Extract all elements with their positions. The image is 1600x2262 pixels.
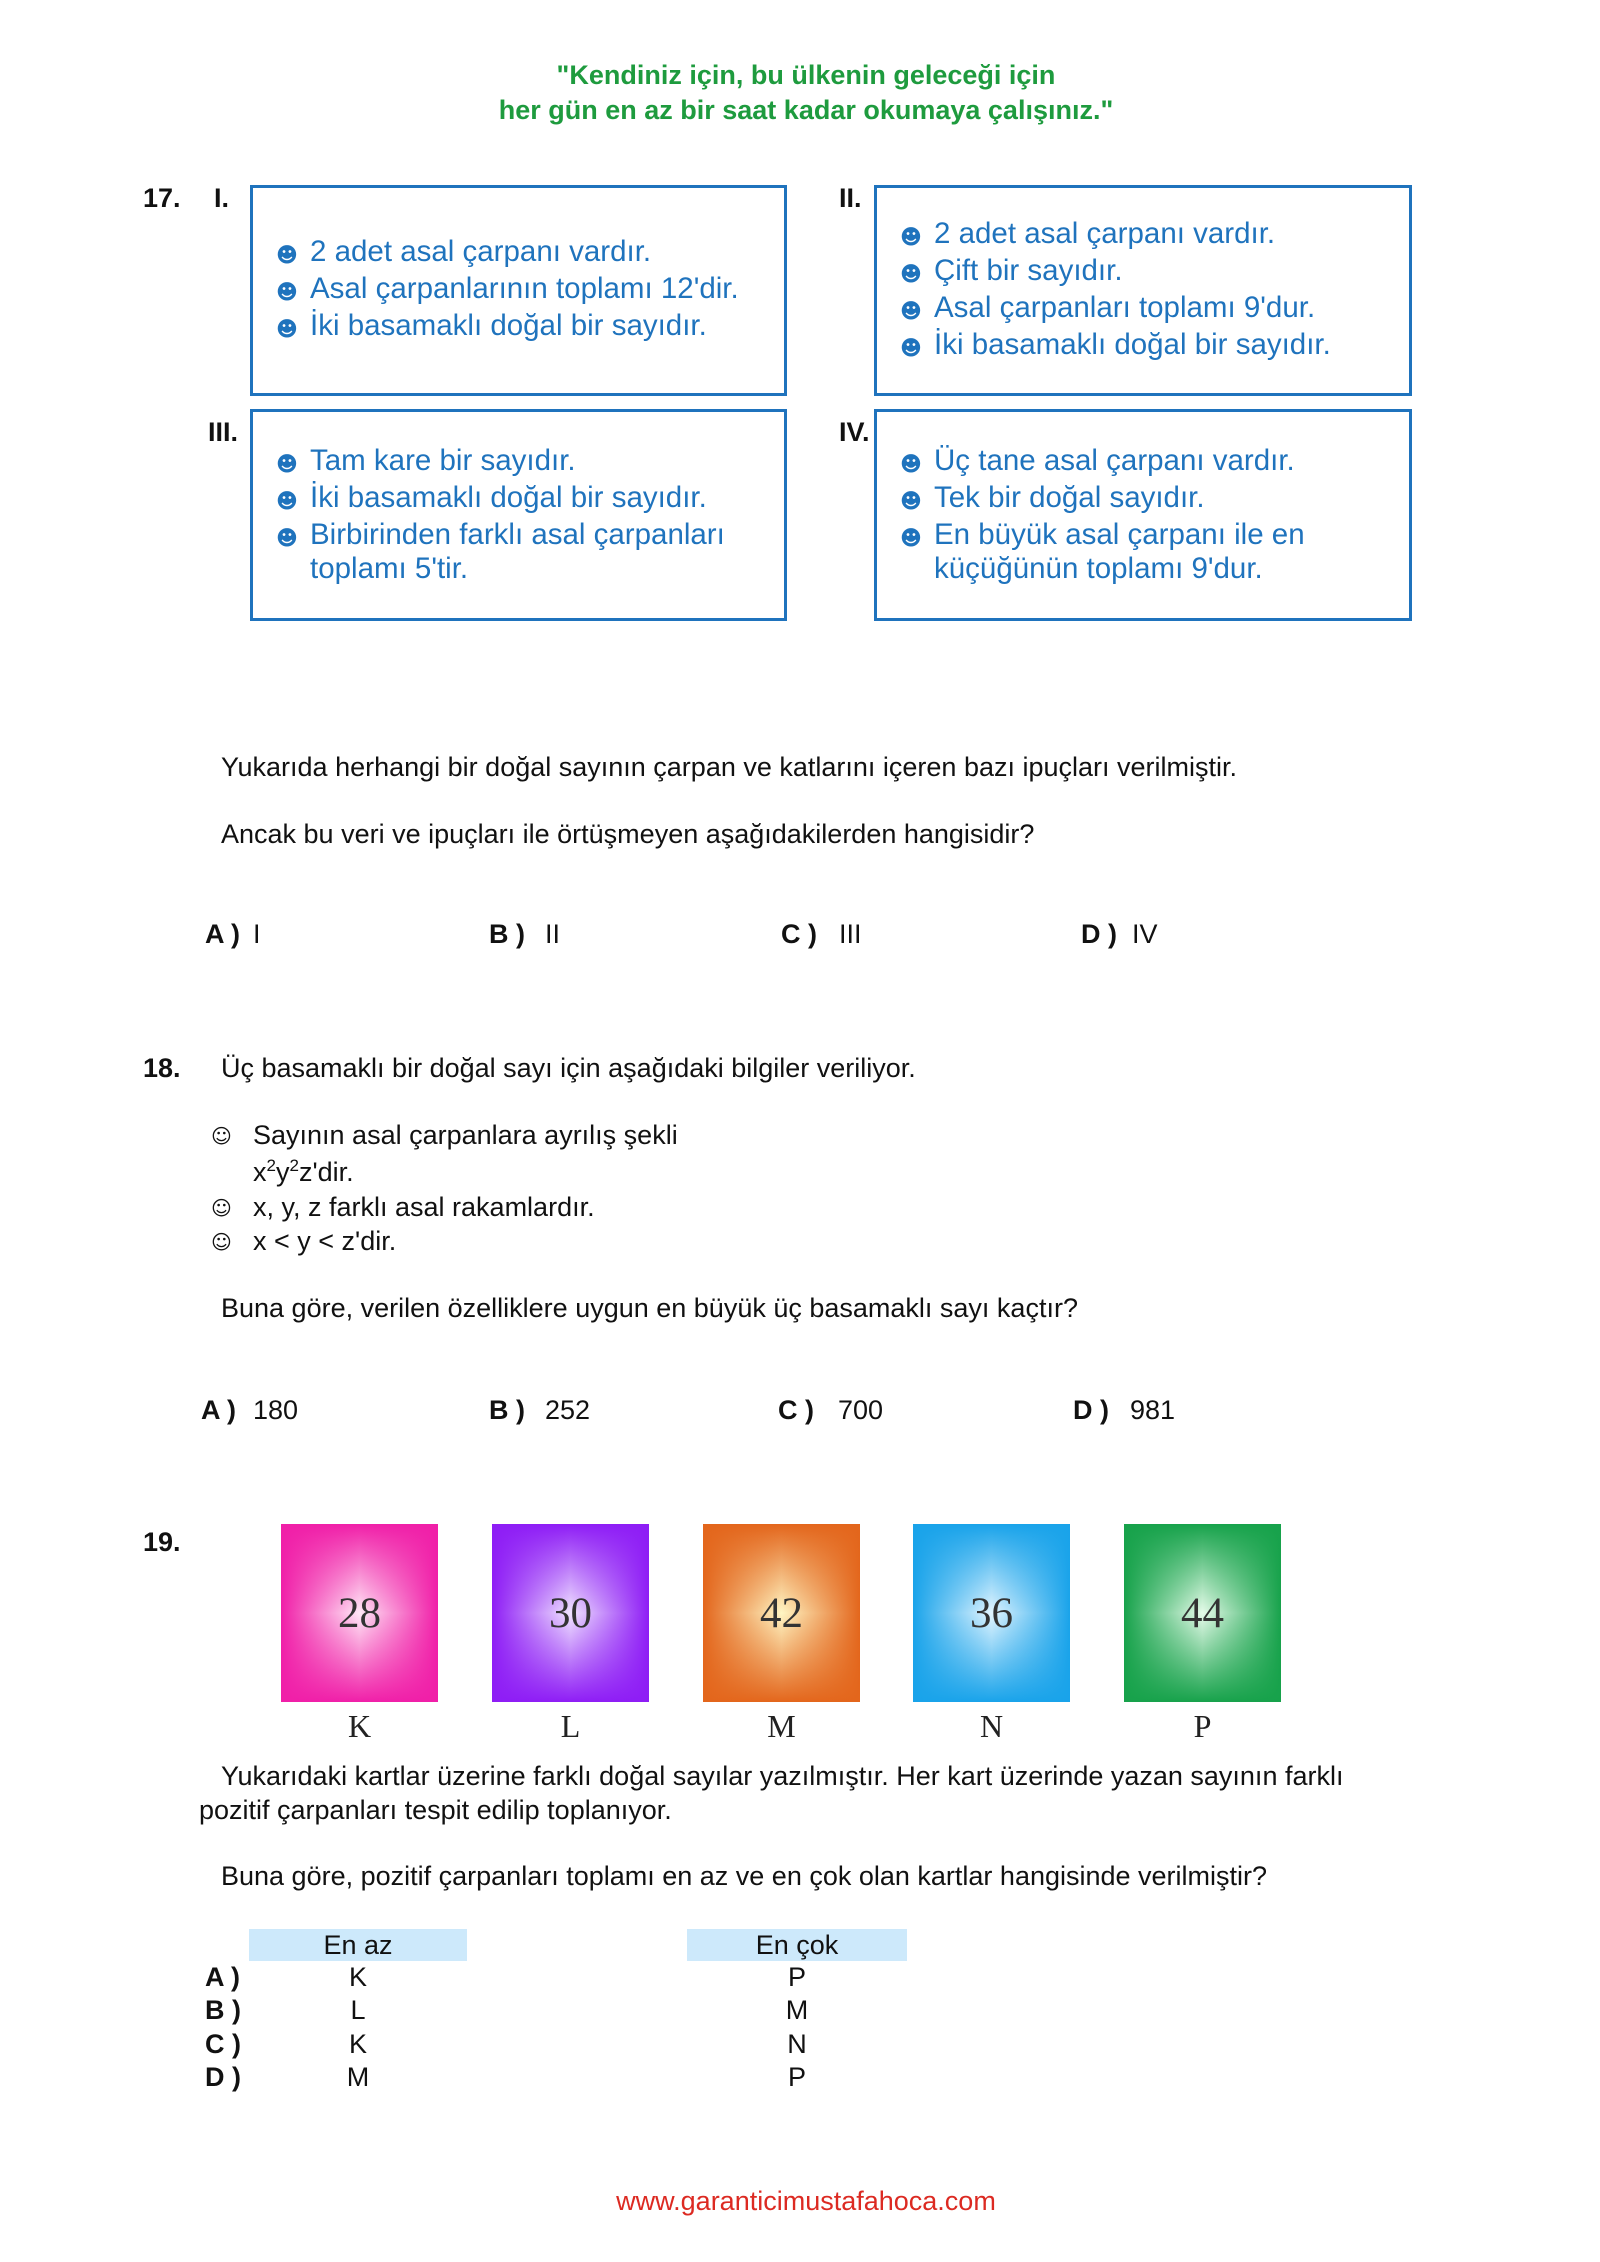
number-card-k <box>281 1524 438 1702</box>
card-label: P <box>1193 1708 1212 1744</box>
option-letter: D ) <box>205 2062 241 2092</box>
number-card-m <box>703 1524 860 1702</box>
table-header-min: En az <box>249 1929 467 1961</box>
option-a <box>205 917 261 951</box>
formula-base: x <box>253 1157 267 1187</box>
clue-label-ii: II. <box>839 183 862 213</box>
smiley-filled-icon <box>276 272 310 309</box>
option-b <box>489 1393 591 1427</box>
question-context: Yukarıdaki kartlar üzerine farklı doğal sayılar yazılmıştır. Her kart üzerinde yazan sayının farklı pozitif çarpanları tespit edilip toplanıyor. <box>199 1761 1344 1825</box>
question-number: 17. <box>143 183 181 213</box>
smiley-filled-icon <box>276 444 310 481</box>
table-row <box>205 1993 907 2027</box>
smiley-filled-icon <box>900 518 934 555</box>
smiley-filled-icon <box>900 254 934 291</box>
clue-item <box>900 254 1399 291</box>
option-value: 252 <box>545 1395 591 1425</box>
question-prompt: Buna göre, pozitif çarpanları toplamı en az ve en çok olan kartlar hangisinde verilmiştir? <box>221 1861 1268 1891</box>
formula-exponent: 2 <box>289 1156 299 1175</box>
formula-base: y <box>275 1157 290 1187</box>
clue-item <box>900 518 1399 586</box>
clue-item <box>900 444 1399 481</box>
clue-item <box>276 518 775 586</box>
clue-text: Tam kare bir sayıdır. <box>310 444 576 477</box>
option-letter: C ) <box>205 2029 241 2059</box>
clue-item <box>276 309 775 346</box>
question-prompt: Buna göre, verilen özelliklere uygun en büyük üç basamaklı sayı kaçtır? <box>221 1293 1078 1323</box>
number-card-p <box>1124 1524 1281 1702</box>
option-letter: A ) <box>205 919 240 949</box>
footer-website: www.garanticimustafahoca.com <box>616 2186 996 2216</box>
option-value: 180 <box>253 1395 299 1425</box>
card-label: L <box>560 1708 581 1744</box>
motto-line-1: "Kendiniz için, bu ülkenin geleceği için <box>556 60 1056 90</box>
number-card-l <box>492 1524 649 1702</box>
cell-max: N <box>787 2029 807 2059</box>
option-c <box>778 1393 884 1427</box>
smiley-icon <box>211 1190 231 1226</box>
number-card-n <box>913 1524 1070 1702</box>
motto-line-2: her gün en az bir saat kadar okumaya çalışınız." <box>498 95 1114 125</box>
clue-list <box>877 444 1399 586</box>
fact-text: x, y, z farklı asal rakamlardır. <box>253 1192 595 1222</box>
card-label: M <box>767 1708 796 1744</box>
card-number: 30 <box>549 1589 592 1637</box>
card-number: 36 <box>970 1589 1013 1637</box>
clue-text: En büyük asal çarpanı ile en küçüğünün toplamı 9'dur. <box>934 518 1305 585</box>
option-letter: B ) <box>205 1995 241 2025</box>
clue-list <box>253 235 775 346</box>
option-d <box>1073 1393 1176 1427</box>
clue-text: 2 adet asal çarpanı vardır. <box>934 216 1276 250</box>
option-value: III <box>839 919 862 949</box>
clue-list <box>253 444 775 586</box>
smiley-filled-icon <box>900 444 934 481</box>
option-letter: B ) <box>489 1395 525 1425</box>
fact-text: Sayının asal çarpanlara ayrılış şekli <box>253 1120 678 1150</box>
question-number: 19. <box>143 1527 181 1557</box>
clue-list <box>877 217 1399 365</box>
clue-box-iii <box>250 409 787 621</box>
card-number: 44 <box>1181 1589 1224 1637</box>
cell-max: M <box>785 1995 809 2025</box>
smiley-filled-icon <box>900 217 934 254</box>
option-value: 981 <box>1130 1395 1176 1425</box>
clue-item <box>276 444 775 481</box>
card-number: 42 <box>760 1589 803 1637</box>
clue-text: Tek bir doğal sayıdır. <box>934 481 1205 514</box>
smiley-filled-icon <box>276 481 310 518</box>
clue-box-i <box>250 185 787 396</box>
cell-min: K <box>348 2029 367 2059</box>
clue-label-iv: IV. <box>839 417 870 447</box>
option-letter: C ) <box>781 919 817 949</box>
smiley-filled-icon <box>276 235 310 272</box>
cell-min: K <box>348 1962 367 1992</box>
clue-label-i: I. <box>214 183 230 213</box>
smiley-icon <box>211 1118 231 1154</box>
clue-text: Çift bir sayıdır. <box>934 253 1123 287</box>
option-value: 700 <box>838 1395 884 1425</box>
table-row <box>205 2060 907 2094</box>
cell-min: M <box>346 2062 370 2092</box>
question-stem: Üç basamaklı bir doğal sayı için aşağıdaki bilgiler veriliyor. <box>221 1053 916 1083</box>
clue-item <box>276 235 775 272</box>
clue-item <box>900 481 1399 518</box>
clue-text: 2 adet asal çarpanı vardır. <box>310 235 652 268</box>
question-context: Yukarıda herhangi bir doğal sayının çarpan ve katlarını içeren bazı ipuçları verilmiştir. <box>221 752 1238 782</box>
option-a <box>201 1393 299 1427</box>
option-value: IV <box>1132 919 1158 949</box>
cell-max: P <box>787 1962 806 1992</box>
table-row <box>205 1960 907 1994</box>
question-number: 18. <box>143 1053 181 1083</box>
card-number: 28 <box>338 1589 381 1637</box>
clue-text: Üç tane asal çarpanı vardır. <box>934 444 1295 477</box>
clue-text: Birbirinden farklı asal çarpanları toplamı 5'tir. <box>310 518 725 585</box>
clue-item <box>276 481 775 518</box>
smiley-filled-icon <box>276 518 310 555</box>
table-header-max: En çok <box>687 1929 907 1961</box>
factorization-formula <box>253 1155 354 1189</box>
clue-item <box>900 328 1399 365</box>
card-label: K <box>347 1708 372 1744</box>
clue-text: Asal çarpanlarının toplamı 12'dir. <box>310 272 739 305</box>
option-letter: D ) <box>1073 1395 1109 1425</box>
cell-min: L <box>350 1995 366 2025</box>
smiley-filled-icon <box>276 309 310 346</box>
clue-item <box>900 217 1399 254</box>
clue-text: Asal çarpanları toplamı 9'dur. <box>934 290 1316 324</box>
option-letter: B ) <box>489 919 525 949</box>
clue-item <box>276 272 775 309</box>
option-value: II <box>545 919 561 949</box>
fact-text: x < y < z'dir. <box>253 1226 397 1256</box>
card-label: N <box>979 1708 1004 1744</box>
smiley-filled-icon <box>900 291 934 328</box>
option-b <box>489 917 561 951</box>
option-letter: D ) <box>1081 919 1117 949</box>
table-row <box>205 2027 907 2061</box>
smiley-icon <box>211 1224 231 1260</box>
clue-item <box>900 291 1399 328</box>
clue-box-iv <box>874 409 1412 621</box>
option-c <box>781 917 862 951</box>
clue-label-iii: III. <box>208 417 239 447</box>
question-prompt: Ancak bu veri ve ipuçları ile örtüşmeyen aşağıdakilerden hangisidir? <box>221 819 1035 849</box>
cell-max: P <box>787 2062 806 2092</box>
clue-box-ii <box>874 185 1412 396</box>
smiley-filled-icon <box>900 481 934 518</box>
option-letter: C ) <box>778 1395 814 1425</box>
clue-text: İki basamaklı doğal bir sayıdır. <box>310 481 707 514</box>
option-d <box>1081 917 1158 951</box>
formula-exponent: 2 <box>266 1156 276 1175</box>
clue-text: İki basamaklı doğal bir sayıdır. <box>934 327 1331 361</box>
clue-text: İki basamaklı doğal bir sayıdır. <box>310 309 707 342</box>
smiley-filled-icon <box>900 328 934 365</box>
formula-rest: z'dir. <box>298 1157 354 1187</box>
option-letter: A ) <box>201 1395 236 1425</box>
option-letter: A ) <box>205 1962 240 1992</box>
option-value: I <box>253 919 261 949</box>
